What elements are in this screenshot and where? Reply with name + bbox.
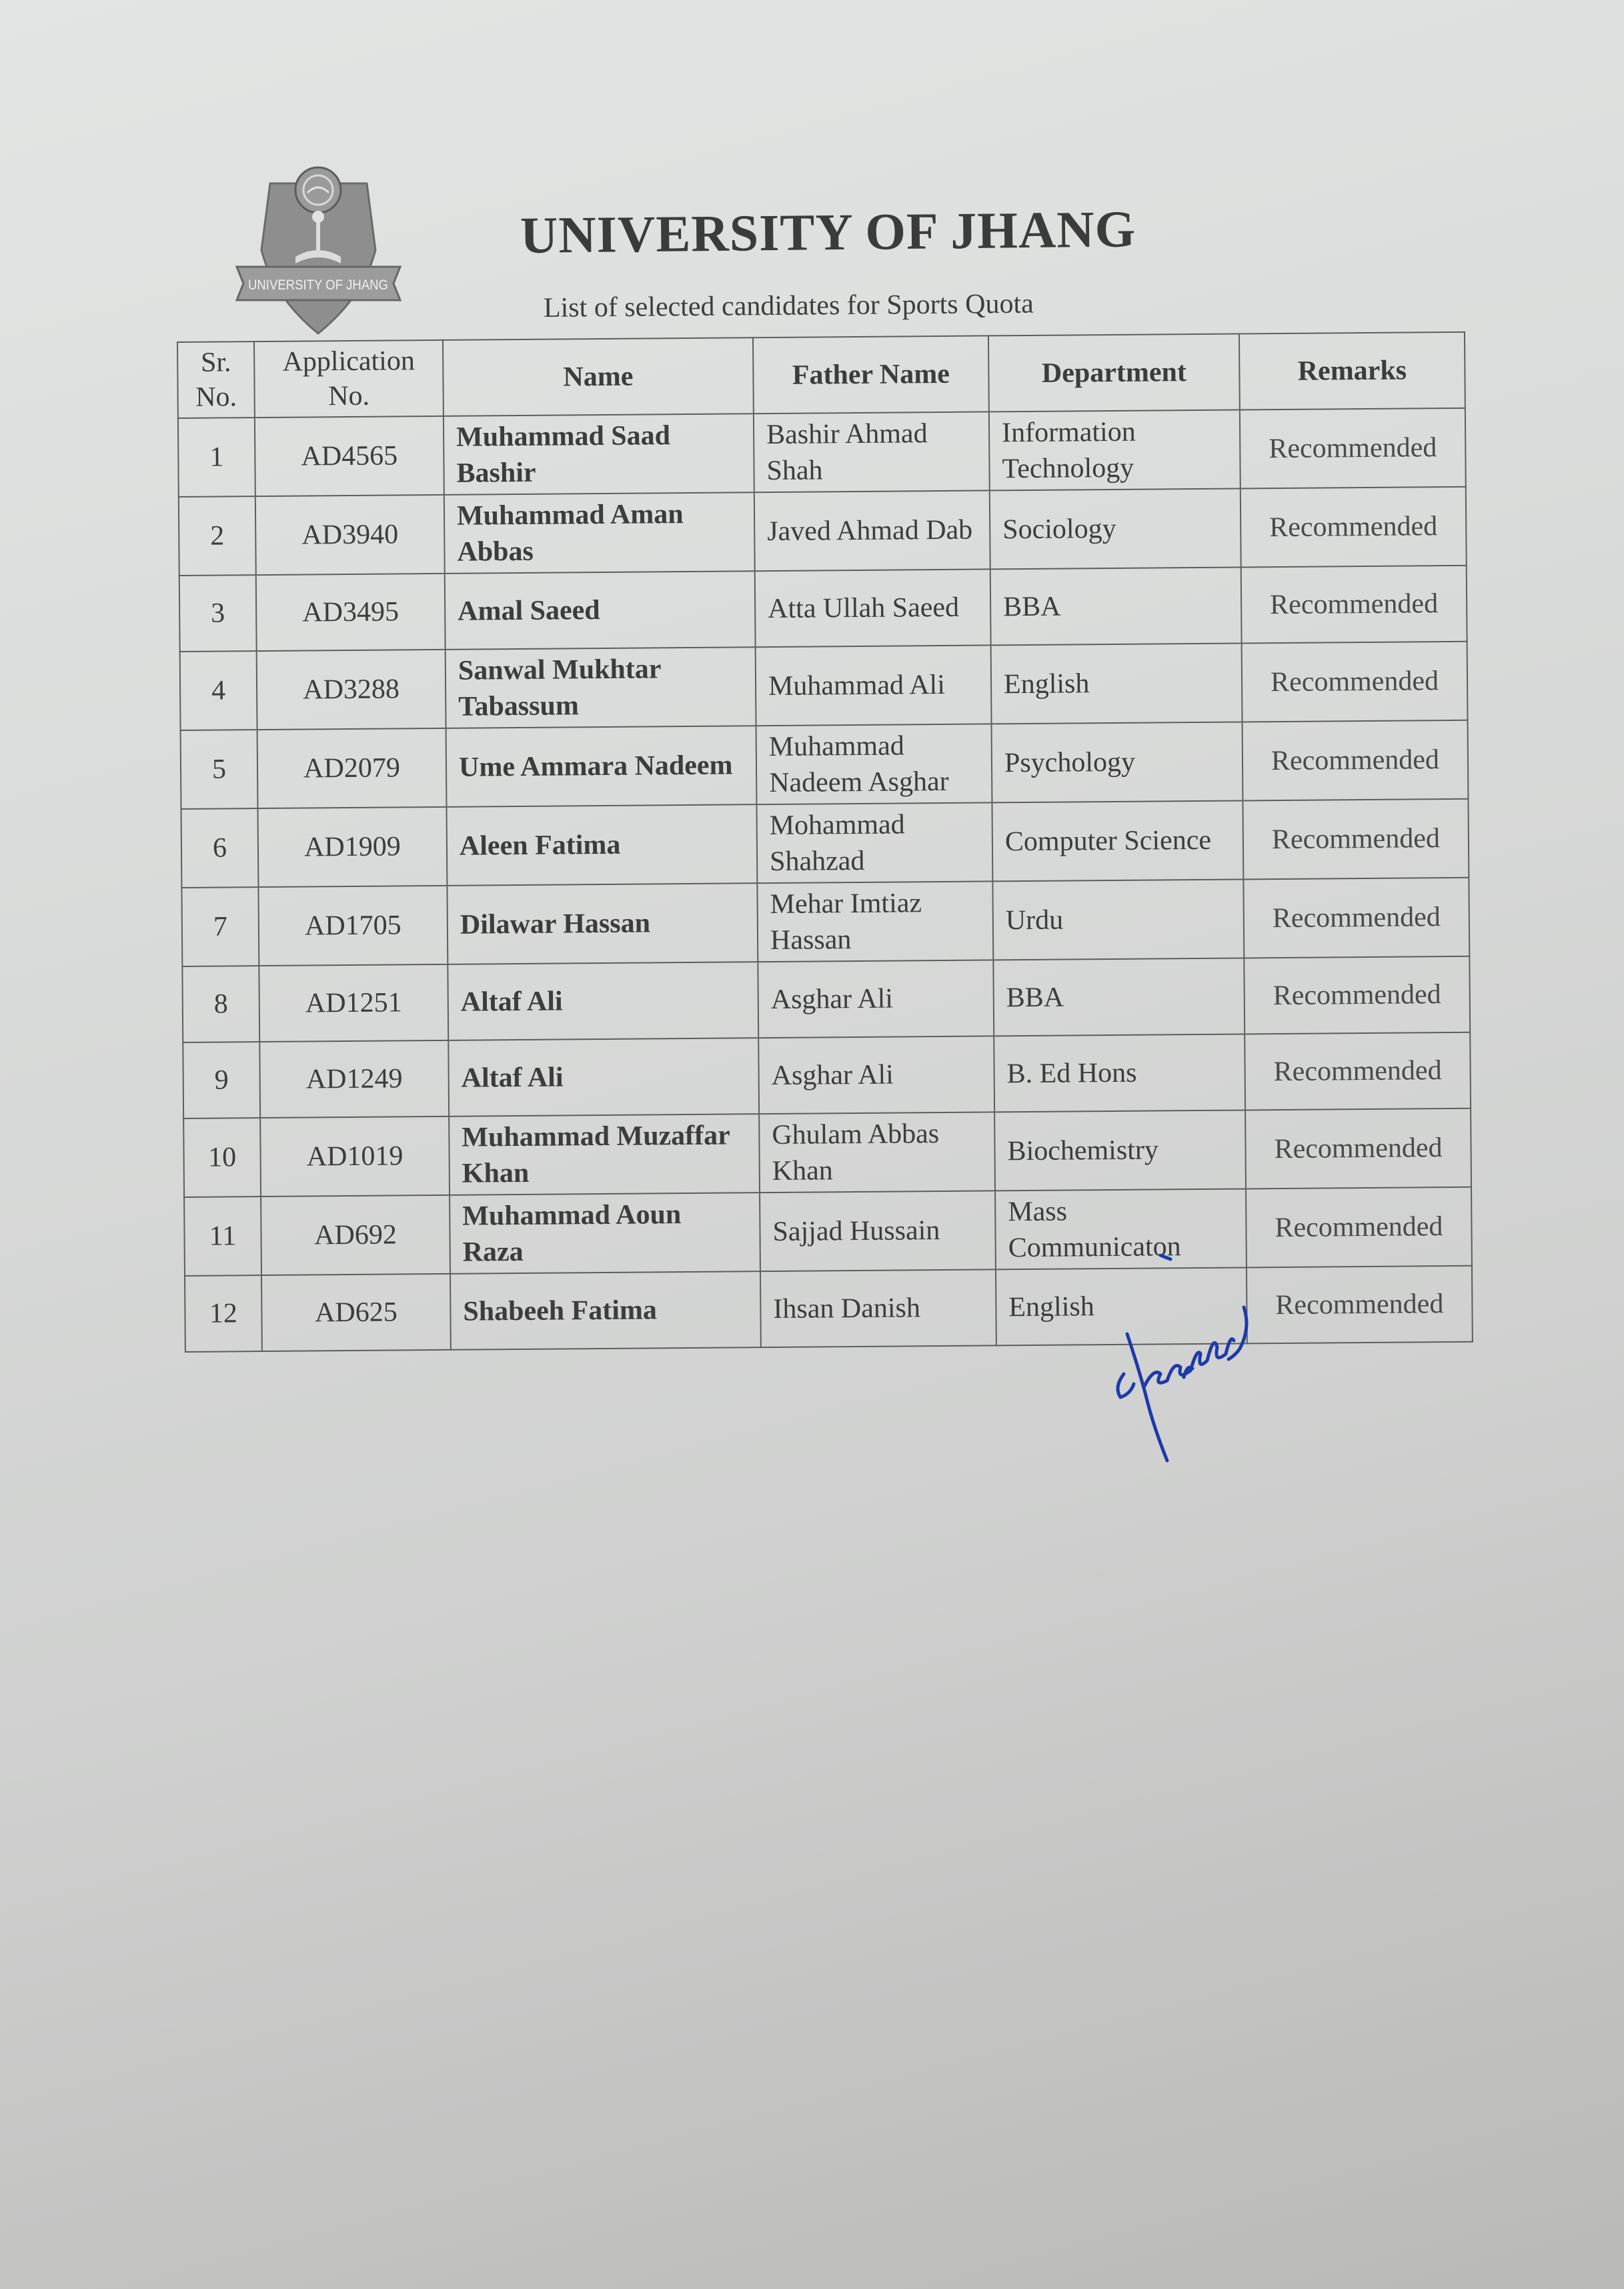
cell-application-no: AD1909: [258, 807, 448, 887]
university-logo: [230, 163, 407, 340]
cell-name: Altaf Ali: [448, 962, 758, 1040]
cell-name: Aleen Fatima: [446, 804, 757, 886]
cell-father-name: Mohammad Shahzad: [756, 802, 992, 883]
cell-father-name: Atta Ullah Saeed: [755, 569, 991, 647]
cell-department: Biochemistry: [994, 1110, 1246, 1191]
cell-father-name: Ghulam Abbas Khan: [759, 1112, 995, 1193]
cell-department: English: [991, 643, 1243, 724]
cell-department: English: [996, 1267, 1247, 1345]
page-title: UNIVERSITY OF JHANG: [520, 199, 1136, 264]
cell-application-no: AD1705: [258, 886, 448, 966]
cell-name: Muhammad Saad Bashir: [444, 414, 754, 495]
cell-name: Sanwal Mukhtar Tabassum: [446, 647, 756, 728]
cell-sr-no: 7: [181, 887, 259, 966]
table-row: [181, 878, 1469, 966]
cell-department: Computer Science: [992, 800, 1243, 881]
cell-name: Muhammad Muzaffar Khan: [449, 1114, 760, 1195]
cell-father-name: Mehar Imtiaz Hassan: [757, 881, 993, 962]
cell-application-no: AD1019: [260, 1116, 450, 1197]
cell-father-name: Asghar Ali: [758, 1036, 994, 1114]
cell-father-name: Ihsan Danish: [760, 1269, 996, 1347]
cell-remarks: Recommended: [1245, 1108, 1471, 1189]
cell-remarks: Recommended: [1240, 408, 1466, 489]
cell-application-no: AD1251: [259, 964, 448, 1042]
table-row: [180, 642, 1468, 730]
cell-name: Altaf Ali: [448, 1038, 759, 1116]
logo-text: UNIVERSITY OF JHANG: [248, 277, 388, 293]
cell-remarks: Recommended: [1242, 642, 1468, 722]
cell-name: Muhammad Aoun Raza: [450, 1193, 760, 1274]
table-row: [185, 1266, 1473, 1352]
cell-application-no: AD625: [261, 1274, 451, 1351]
cell-sr-no: 8: [182, 966, 259, 1042]
cell-father-name: Javed Ahmad Dab: [754, 490, 990, 571]
cell-department: Psychology: [992, 722, 1243, 802]
cell-remarks: Recommended: [1244, 956, 1470, 1034]
cell-application-no: AD3288: [257, 650, 446, 730]
cell-father-name: Asghar Ali: [758, 960, 994, 1038]
cell-sr-no: 2: [179, 496, 256, 576]
column-header-department: Department: [988, 333, 1240, 412]
cell-remarks: Recommended: [1245, 1032, 1471, 1110]
cell-department: Mass Communicaton: [995, 1189, 1247, 1269]
column-header-sr-no: Sr. No.: [177, 341, 255, 418]
table-row: [182, 956, 1470, 1042]
cell-remarks: Recommended: [1241, 566, 1467, 644]
cell-father-name: Bashir Ahmad Shah: [754, 412, 990, 492]
table-row: [179, 487, 1467, 576]
cell-name: Dilawar Hassan: [447, 883, 758, 964]
cell-sr-no: 11: [184, 1197, 261, 1276]
cell-sr-no: 1: [178, 418, 255, 497]
cell-name: Shabeeh Fatima: [450, 1271, 761, 1350]
cell-application-no: AD3495: [256, 574, 446, 651]
candidates-table-wrapper: [177, 331, 1472, 1353]
cell-sr-no: 9: [183, 1042, 260, 1118]
cell-father-name: Sajjad Hussain: [760, 1191, 996, 1271]
cell-application-no: AD4565: [255, 416, 444, 496]
cell-name: Muhammad Aman Abbas: [444, 492, 755, 574]
cell-sr-no: 4: [180, 651, 257, 730]
cell-remarks: Recommended: [1243, 720, 1469, 801]
cell-remarks: Recommended: [1247, 1266, 1473, 1344]
cell-remarks: Recommended: [1241, 487, 1467, 568]
cell-sr-no: 5: [181, 730, 258, 809]
cell-department: BBA: [993, 958, 1245, 1036]
table-body: [178, 408, 1473, 1352]
table-row: [179, 566, 1467, 652]
cell-department: BBA: [990, 567, 1242, 645]
table-row: [181, 799, 1469, 888]
column-header-remarks: Remarks: [1239, 332, 1465, 410]
cell-application-no: AD692: [261, 1195, 450, 1275]
cell-name: Amal Saeed: [445, 571, 756, 650]
cell-father-name: Muhammad Nadeem Asghar: [756, 724, 992, 804]
table-row: [184, 1187, 1472, 1276]
cell-application-no: AD1249: [259, 1040, 449, 1118]
table-header-row: [177, 332, 1465, 418]
cell-sr-no: 10: [183, 1118, 261, 1197]
table-row: [178, 408, 1466, 497]
signature: [1107, 1254, 1267, 1474]
cell-department: Urdu: [992, 879, 1244, 960]
column-header-application-no: Application No.: [254, 340, 444, 418]
table-row: [183, 1032, 1471, 1118]
column-header-father-name: Father Name: [753, 335, 989, 414]
cell-department: Information Technology: [989, 410, 1241, 490]
page-subtitle: List of selected candidates for Sports Quota: [543, 288, 1034, 323]
cell-remarks: Recommended: [1243, 878, 1469, 958]
candidates-table: [177, 331, 1473, 1353]
column-header-name: Name: [443, 337, 754, 416]
cell-remarks: Recommended: [1246, 1187, 1472, 1268]
cell-father-name: Muhammad Ali: [756, 645, 992, 726]
cell-remarks: Recommended: [1243, 799, 1469, 880]
table-row: [183, 1108, 1471, 1197]
cell-name: Ume Ammara Nadeem: [446, 726, 757, 807]
table-row: [181, 720, 1469, 809]
cell-sr-no: 6: [181, 808, 259, 888]
cell-sr-no: 12: [185, 1275, 262, 1352]
cell-application-no: AD2079: [257, 728, 447, 808]
cell-sr-no: 3: [179, 575, 257, 652]
cell-department: Sociology: [990, 488, 1241, 569]
cell-department: B. Ed Hons: [994, 1034, 1245, 1112]
cell-application-no: AD3940: [255, 495, 445, 575]
